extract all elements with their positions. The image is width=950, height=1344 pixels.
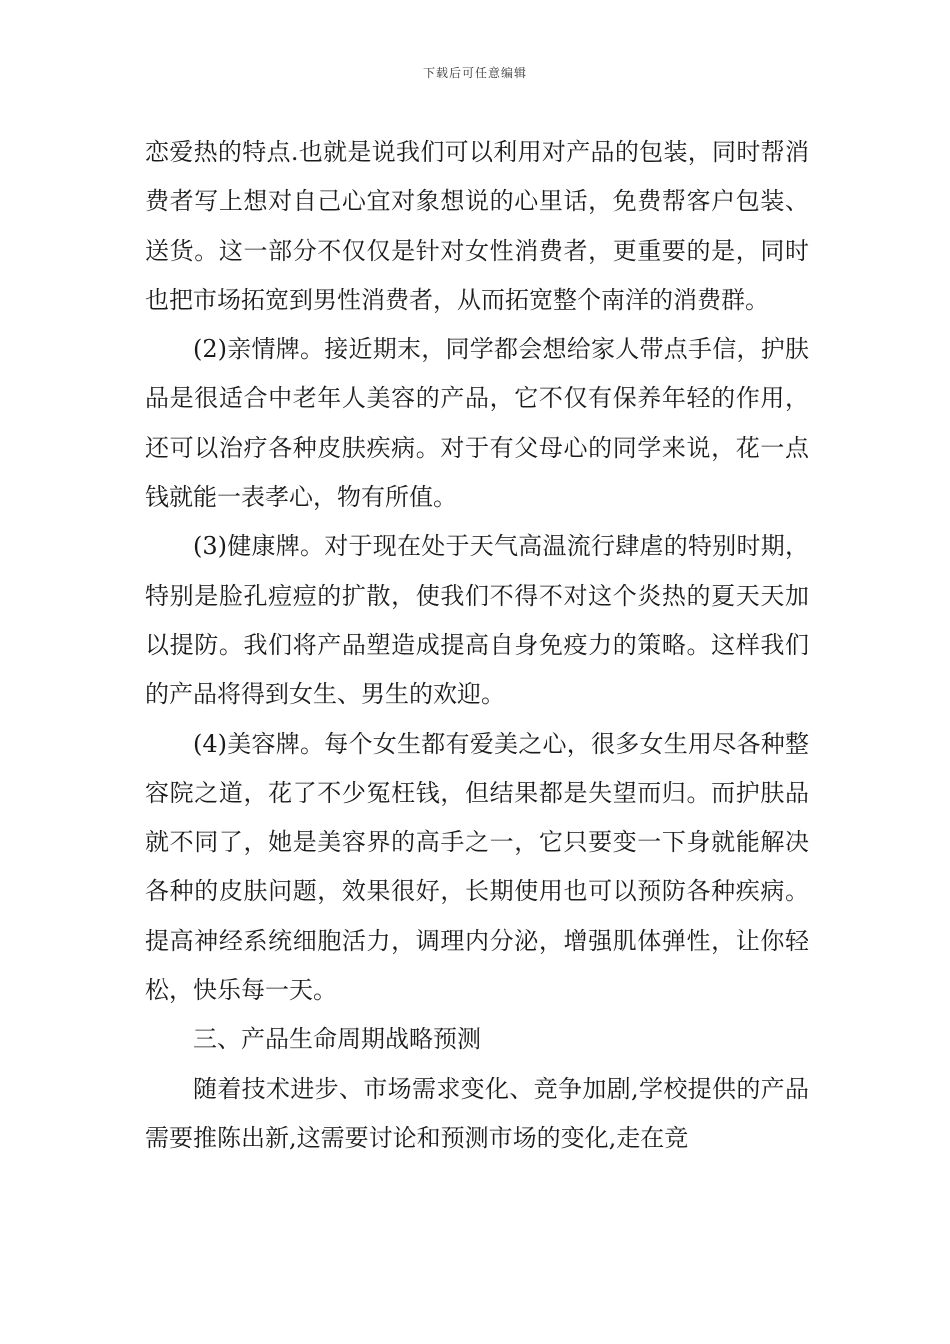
- paragraph-continued: 恋爱热的特点.也就是说我们可以利用对产品的包装，同时帮消费者写上想对自己心宜对象想说的心里话，免费帮客户包装、送货。这一部分不仅仅是针对女性消费者，更重要的是，同时也把市场拓宽到男性消费者，从而拓宽整个南洋的消费群。: [145, 138, 809, 314]
- paragraph-beauty-card: (4)美容牌。每个女生都有爱美之心，很多女生用尽各种整容院之道，花了不少冤枉钱，但结果都是失望而归。而护肤品就不同了，她是美容界的高手之一，它只要变一下身就能解决各种的皮肤问题，效果很好，长期使用也可以预防各种疾病。提高神经系统细胞活力，调理内分泌，增强肌体弹性，让你轻松，快乐每一天。: [145, 729, 809, 1005]
- document-body: [145, 128, 809, 1163]
- paragraph-lifecycle: 随着技术进步、市场需求变化、竞争加剧,学校提供的产品需要推陈出新,这需要讨论和预测市场的变化,走在竞: [145, 1074, 809, 1152]
- section-heading: 三、产品生命周期战略预测: [193, 1025, 481, 1054]
- paragraph-family-card: (2)亲情牌。接近期末，同学都会想给家人带点手信，护肤品是很适合中老年人美容的产品，它不仅有保养年轻的作用，还可以治疗各种皮肤疾病。对于有父母心的同学来说，花一点钱就能一表孝心，物有所值。: [145, 335, 809, 512]
- page-header: 下载后可任意编辑: [422, 66, 527, 80]
- paragraph-health-card: (3)健康牌。对于现在处于天气高温流行肆虐的特别时期，特别是脸孔痘痘的扩散，使我们不得不对这个炎热的夏天天加以提防。我们将产品塑造成提高自身免疫力的策略。这样我们的产品将得到女生、男生的欢迎。: [145, 532, 809, 709]
